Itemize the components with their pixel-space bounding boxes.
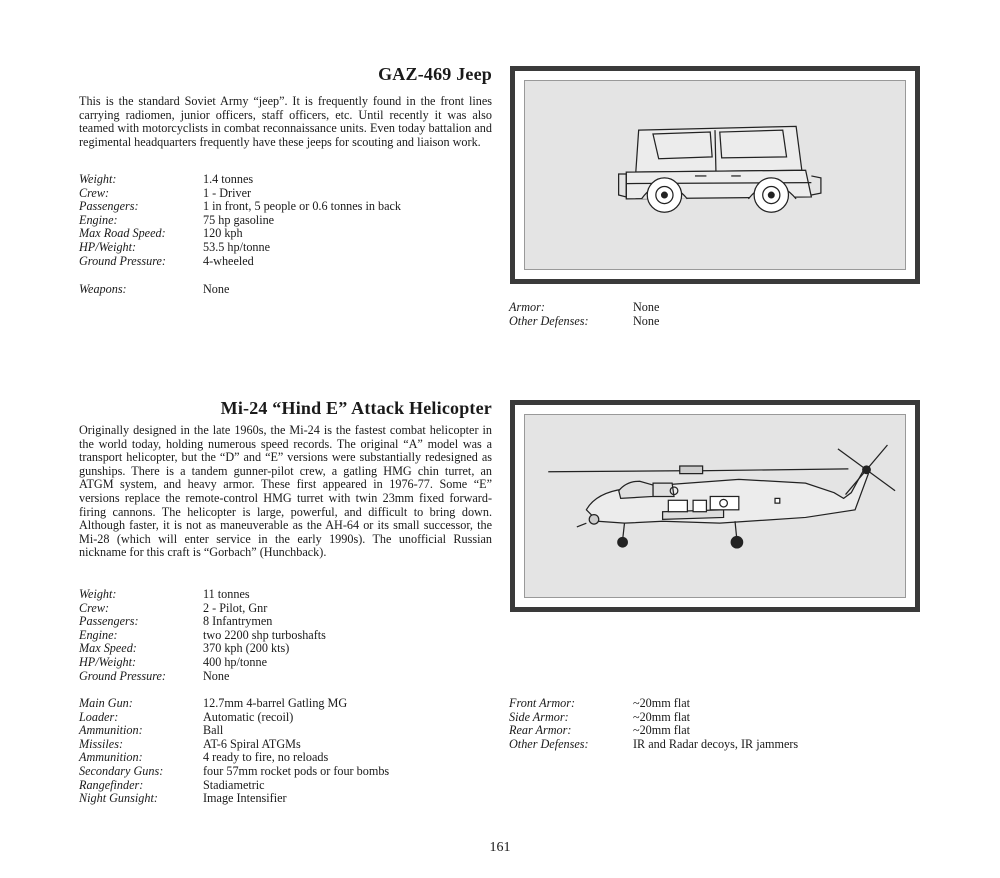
- stat-row: [79, 724, 499, 738]
- stat-value: four 57mm rocket pods or four bombs: [203, 763, 390, 778]
- stat-label: Missiles:: [79, 736, 124, 751]
- stat-row: [79, 751, 499, 765]
- stat-value: 370 kph (200 kts): [203, 641, 290, 656]
- jeep-armor: [509, 301, 929, 328]
- stat-value: None: [203, 668, 230, 683]
- stat-label: Passengers:: [79, 614, 139, 629]
- stat-label: Rear Armor:: [509, 723, 572, 738]
- heli-weapons: [79, 697, 499, 806]
- jeep-title: GAZ-469 Jeep: [378, 64, 492, 84]
- stat-value: 53.5 hp/tonne: [203, 239, 271, 254]
- stat-label: Passengers:: [79, 199, 139, 214]
- stat-label: Ground Pressure:: [79, 253, 166, 268]
- stat-value: 400 hp/tonne: [203, 654, 267, 669]
- stat-label: Ammunition:: [79, 750, 143, 765]
- stat-label: Max Road Speed:: [79, 226, 166, 241]
- page-number: 161: [489, 840, 511, 855]
- stat-row: [79, 779, 499, 793]
- stat-row: [79, 615, 499, 629]
- stat-label: Weight:: [79, 172, 117, 186]
- stat-row: [79, 711, 499, 725]
- stat-value: ~20mm flat: [633, 723, 691, 738]
- stat-value: 1 in front, 5 people or 0.6 tonnes in back: [203, 199, 402, 214]
- stat-row: [509, 724, 929, 738]
- stat-value: 1.4 tonnes: [203, 172, 254, 186]
- jeep-icon: [515, 71, 915, 279]
- stat-value: 1 - Driver: [203, 185, 252, 200]
- stat-row: [79, 187, 499, 201]
- stat-row: [79, 241, 499, 255]
- stat-value: ~20mm flat: [633, 709, 691, 724]
- stat-row: [509, 738, 929, 752]
- stat-row: [509, 301, 929, 315]
- stat-value: 4-wheeled: [203, 253, 254, 268]
- stat-label: HP/Weight:: [79, 654, 137, 669]
- stat-value: 2 - Pilot, Gnr: [203, 600, 268, 615]
- stat-row: [509, 711, 929, 725]
- jeep-illustration-frame: [510, 66, 920, 284]
- stat-label: Ground Pressure:: [79, 668, 166, 683]
- stat-value: None: [633, 313, 660, 328]
- stat-value: IR and Radar decoys, IR jammers: [633, 736, 799, 751]
- stat-value: Image Intensifier: [203, 791, 287, 806]
- stat-value: 11 tonnes: [203, 587, 250, 601]
- stat-value: two 2200 shp turboshafts: [203, 627, 326, 642]
- stat-row: [79, 588, 499, 602]
- stat-row: [509, 315, 929, 329]
- stat-value: AT-6 Spiral ATGMs: [203, 736, 301, 751]
- jeep-stats: [79, 173, 499, 268]
- stat-row: [79, 227, 499, 241]
- stat-label: Other Defenses:: [509, 313, 589, 328]
- heli-description: Originally designed in the late 1960s, the Mi-24 is the fastest combat helicopter in the world today, holding numerous speed records. The original “A” model was a transport helicopter, but the “D” and “E” versions were substantially redesigned as gunships. There is a tandem gunner-pilot crew, a gatling HMG chin turret, an ATGM system, and heavy armor. These first appeared in 1976-77. Some “E” versions replace the remote-control HMG turret with twin 23mm fixed forward-firing cannons. The helicopter is large, powerful, and difficult to bring down. Although faster, it is not as maneuverable as the AH-64 or its small successor, the Mi-28 (which will enter service in the early 1990s). The unofficial Russian nickname for this craft is “Gorbach” (Hunchback).: [79, 423, 492, 560]
- stat-label: Engine:: [79, 212, 118, 227]
- stat-row: [509, 697, 929, 711]
- stat-row: [79, 656, 499, 670]
- heli-title: Mi-24 “Hind E” Attack Helicopter: [220, 398, 492, 418]
- stat-value: ~20mm flat: [633, 696, 691, 710]
- stat-row: [79, 283, 499, 297]
- heli-armor: [509, 697, 929, 751]
- stat-label: HP/Weight:: [79, 239, 137, 254]
- stat-label: Crew:: [79, 600, 110, 615]
- stat-value: 75 hp gasoline: [203, 212, 275, 227]
- heli-stats: [79, 588, 499, 683]
- stat-value: None: [633, 300, 660, 314]
- stat-row: [79, 642, 499, 656]
- stat-row: [79, 738, 499, 752]
- stat-label: Secondary Guns:: [79, 763, 164, 778]
- stat-value: 4 ready to fire, no reloads: [203, 750, 329, 765]
- stat-label: Armor:: [509, 300, 545, 314]
- jeep-description: This is the standard Soviet Army “jeep”. It is frequently found in the front lines carrying radiomen, junior officers, staff officers, etc. Until recently it was also teamed with motorcyclists in combat reconnaissance units. Even today battalion and regimental headquarters frequently have these jeeps for scouting and liaison work.: [79, 94, 492, 149]
- stat-row: [79, 214, 499, 228]
- stat-label: Loader:: [79, 709, 119, 724]
- stat-label: Engine:: [79, 627, 118, 642]
- stat-row: [79, 697, 499, 711]
- stat-row: [79, 792, 499, 806]
- helicopter-icon: [515, 405, 915, 607]
- heli-illustration-frame: [510, 400, 920, 612]
- stat-row: [79, 200, 499, 214]
- stat-label: Side Armor:: [509, 709, 569, 724]
- stat-row: [79, 173, 499, 187]
- stat-label: Crew:: [79, 185, 110, 200]
- stat-label: Ammunition:: [79, 723, 143, 738]
- stat-value: None: [203, 282, 230, 296]
- stat-label: Night Gunsight:: [79, 791, 158, 806]
- stat-value: Stadiametric: [203, 777, 265, 792]
- stat-label: Weight:: [79, 587, 117, 601]
- stat-value: 8 Infantrymen: [203, 614, 273, 629]
- stat-row: [79, 670, 499, 684]
- stat-label: Front Armor:: [509, 696, 576, 710]
- stat-value: Automatic (recoil): [203, 709, 294, 724]
- stat-label: Main Gun:: [79, 696, 133, 710]
- stat-label: Weapons:: [79, 282, 127, 296]
- stat-value: Ball: [203, 723, 224, 738]
- stat-row: [79, 602, 499, 616]
- stat-row: [79, 765, 499, 779]
- stat-row: [79, 629, 499, 643]
- stat-row: [79, 255, 499, 269]
- stat-label: Rangefinder:: [79, 777, 144, 792]
- stat-label: Max Speed:: [79, 641, 137, 656]
- stat-label: Other Defenses:: [509, 736, 589, 751]
- stat-value: 12.7mm 4-barrel Gatling MG: [203, 696, 348, 710]
- stat-value: 120 kph: [203, 226, 243, 241]
- jeep-weapons: [79, 283, 499, 297]
